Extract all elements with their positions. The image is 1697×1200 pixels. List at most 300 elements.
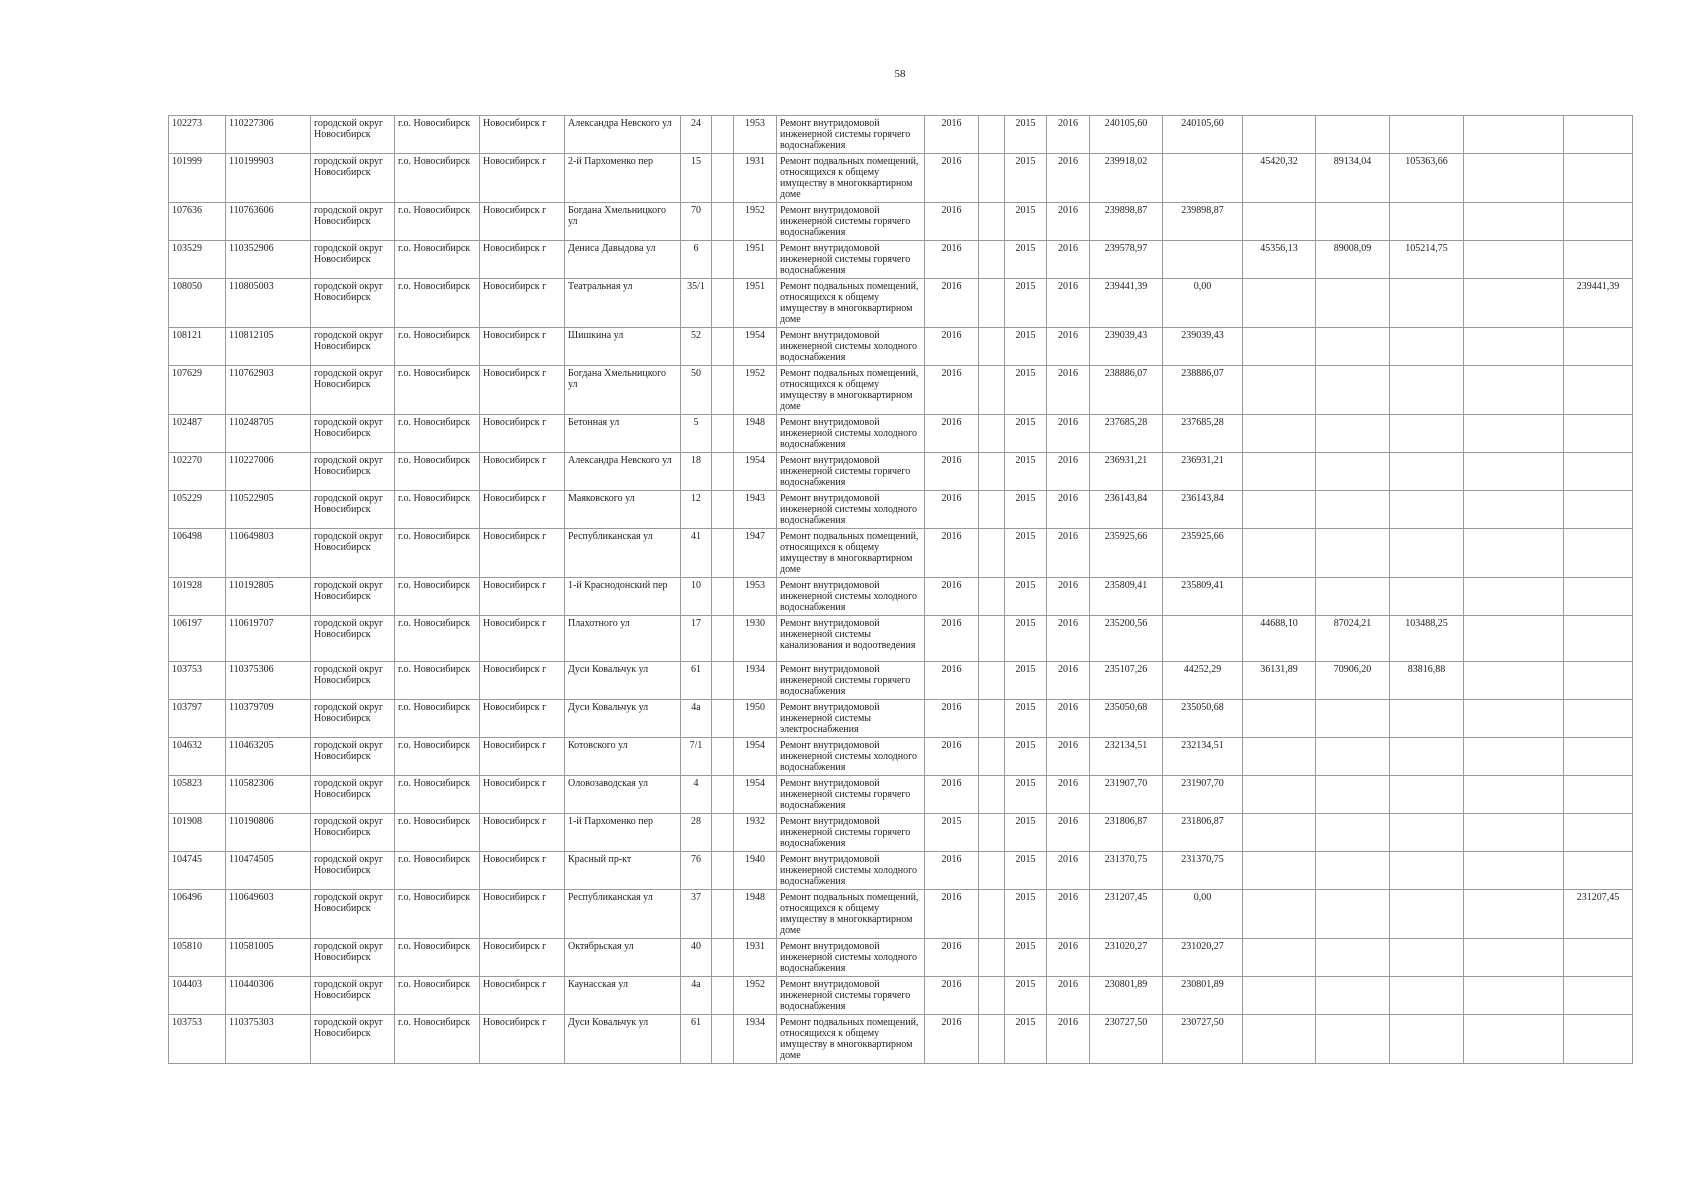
table-cell: 1948 [734,890,777,939]
table-cell: 2016 [925,578,979,616]
table-cell: городской округ Новосибирск [311,890,395,939]
table-cell [1316,776,1390,814]
table-cell: г.о. Новосибирск [395,415,480,453]
table-cell: Новосибирск г [480,890,565,939]
table-cell: 2015 [1005,814,1047,852]
table-cell [712,814,734,852]
table-cell: 2015 [1005,453,1047,491]
table-cell: Плахотного ул [565,616,681,662]
table-cell: 2015 [1005,491,1047,529]
table-cell: 2015 [1005,890,1047,939]
table-cell [1564,776,1633,814]
table-cell: 237685,28 [1163,415,1243,453]
table-cell: Бетонная ул [565,415,681,453]
table-cell: 110352906 [226,241,311,279]
table-cell: 2016 [1047,700,1090,738]
table-cell: 2016 [925,939,979,977]
table-cell: 2015 [1005,154,1047,203]
table-cell [1243,279,1316,328]
table-cell: 110227006 [226,453,311,491]
table-cell: Богдана Хмельницкого ул [565,366,681,415]
table-cell: Ремонт внутридомовой инженерной системы канализования и водоотведения [777,616,925,662]
table-cell: 110227306 [226,116,311,154]
table-cell: 102270 [169,453,226,491]
table-cell: Новосибирск г [480,241,565,279]
table-cell: Новосибирск г [480,203,565,241]
table-cell: 105229 [169,491,226,529]
table-cell: 239578,97 [1090,241,1163,279]
table-cell: 1931 [734,154,777,203]
table-cell: 2016 [925,328,979,366]
table-cell [1564,939,1633,977]
repair-program-table [168,115,1633,1064]
table-cell: 4а [681,700,712,738]
table-cell: Маяковского ул [565,491,681,529]
table-cell: 110763606 [226,203,311,241]
table-cell: Новосибирск г [480,415,565,453]
table-cell [1243,529,1316,578]
table-cell [1163,154,1243,203]
table-cell [1316,1015,1390,1064]
table-cell: 1954 [734,453,777,491]
table-cell: Ремонт внутридомовой инженерной системы холодного водоснабжения [777,578,925,616]
table-cell: 2015 [1005,241,1047,279]
table-cell: 239918,02 [1090,154,1163,203]
table-cell: 2016 [1047,814,1090,852]
table-cell [712,578,734,616]
table-cell: Новосибирск г [480,154,565,203]
table-cell: Новосибирск г [480,776,565,814]
table-cell [1464,415,1564,453]
table-cell: Новосибирск г [480,616,565,662]
table-cell: городской округ Новосибирск [311,852,395,890]
table-cell [712,939,734,977]
table-cell: 235925,66 [1090,529,1163,578]
table-cell: 2015 [1005,852,1047,890]
table-cell: 1943 [734,491,777,529]
table-cell: 1954 [734,328,777,366]
table-cell [712,491,734,529]
table-cell: Новосибирск г [480,578,565,616]
table-row [169,578,1633,616]
table-cell: 110805003 [226,279,311,328]
table-cell: 2016 [1047,116,1090,154]
table-cell [979,116,1005,154]
table-cell: 1-й Пархоменко пер [565,814,681,852]
table-cell: 239441,39 [1090,279,1163,328]
table-cell: 235050,68 [1163,700,1243,738]
table-cell [712,529,734,578]
table-cell: 2015 [1005,616,1047,662]
table-cell: г.о. Новосибирск [395,616,480,662]
table-cell: 2016 [925,453,979,491]
table-cell [712,977,734,1015]
table-cell: 231806,87 [1090,814,1163,852]
table-cell [979,852,1005,890]
table-cell [1464,814,1564,852]
table-cell: 108050 [169,279,226,328]
table-cell: 231207,45 [1564,890,1633,939]
table-cell: 2016 [1047,939,1090,977]
table-cell: Ремонт внутридомовой инженерной системы горячего водоснабжения [777,116,925,154]
table-cell: 2016 [925,366,979,415]
table-cell: 2015 [1005,529,1047,578]
table-cell [712,616,734,662]
table-cell [1390,776,1464,814]
table-cell [712,662,734,700]
table-cell: 2016 [925,116,979,154]
table-cell [1464,279,1564,328]
table-cell [712,415,734,453]
table-cell: 37 [681,890,712,939]
table-cell: 12 [681,491,712,529]
table-cell: 103529 [169,241,226,279]
table-cell: 239039,43 [1090,328,1163,366]
table-cell: 110474505 [226,852,311,890]
table-cell: 231907,70 [1163,776,1243,814]
table-row [169,616,1633,662]
table-cell: городской округ Новосибирск [311,738,395,776]
table-cell: 240105,60 [1163,116,1243,154]
table-cell: 87024,21 [1316,616,1390,662]
table-cell [979,491,1005,529]
table-cell [1564,154,1633,203]
table-cell [1564,616,1633,662]
table-cell [1564,491,1633,529]
table-cell: 1948 [734,415,777,453]
table-row [169,203,1633,241]
table-cell: Каунасская ул [565,977,681,1015]
table-cell: 2016 [925,279,979,328]
table-cell: 61 [681,662,712,700]
table-cell: 41 [681,529,712,578]
table-cell [1464,203,1564,241]
table-cell: Дуси Ковальчук ул [565,662,681,700]
table-cell: 1952 [734,366,777,415]
table-cell: г.о. Новосибирск [395,738,480,776]
table-cell: 110649803 [226,529,311,578]
table-cell [1564,203,1633,241]
table-cell: 236143,84 [1090,491,1163,529]
table-cell: 106496 [169,890,226,939]
table-cell [1464,738,1564,776]
table-cell [979,776,1005,814]
table-cell [1464,154,1564,203]
table-cell [979,529,1005,578]
table-cell: 103753 [169,1015,226,1064]
table-cell: г.о. Новосибирск [395,203,480,241]
table-cell: 2016 [1047,662,1090,700]
table-cell [1316,977,1390,1015]
table-cell: Дуси Ковальчук ул [565,700,681,738]
table-cell: 18 [681,453,712,491]
table-cell: 110248705 [226,415,311,453]
table-cell: 24 [681,116,712,154]
table-cell [979,738,1005,776]
table-cell: 89008,09 [1316,241,1390,279]
table-row [169,852,1633,890]
table-cell [1464,453,1564,491]
table-cell: городской округ Новосибирск [311,977,395,1015]
table-cell: 237685,28 [1090,415,1163,453]
table-cell [1390,852,1464,890]
table-cell [1564,529,1633,578]
table-cell: городской округ Новосибирск [311,491,395,529]
table-cell: 1953 [734,116,777,154]
table-cell: 102273 [169,116,226,154]
table-cell: 108121 [169,328,226,366]
table-cell: 28 [681,814,712,852]
table-cell: Ремонт внутридомовой инженерной системы горячего водоснабжения [777,453,925,491]
table-row [169,453,1633,491]
table-cell: Новосибирск г [480,939,565,977]
table-row [169,529,1633,578]
table-cell: 236931,21 [1163,453,1243,491]
table-cell: 2016 [1047,578,1090,616]
table-cell: Александра Невского ул [565,453,681,491]
table-row [169,738,1633,776]
table-cell: 110812105 [226,328,311,366]
table-cell: Ремонт внутридомовой инженерной системы холодного водоснабжения [777,328,925,366]
table-cell [979,241,1005,279]
table-cell: 105810 [169,939,226,977]
table-cell: 231370,75 [1090,852,1163,890]
table-cell [1316,415,1390,453]
table-row [169,1015,1633,1064]
table-cell: Ремонт внутридомовой инженерной системы холодного водоснабжения [777,738,925,776]
table-cell: 70906,20 [1316,662,1390,700]
table-row [169,366,1633,415]
table-cell [1243,1015,1316,1064]
table-cell: 2015 [1005,700,1047,738]
table-cell [1390,203,1464,241]
table-row [169,662,1633,700]
table-cell [1243,977,1316,1015]
table-cell [1163,241,1243,279]
table-cell: 235050,68 [1090,700,1163,738]
table-cell [979,415,1005,453]
table-cell [1564,453,1633,491]
table-cell: 239898,87 [1163,203,1243,241]
table-cell: городской округ Новосибирск [311,154,395,203]
table-cell: 235107,26 [1090,662,1163,700]
table-cell: 2015 [1005,939,1047,977]
table-body [169,116,1633,1064]
table-cell: 44688,10 [1243,616,1316,662]
table-cell: Ремонт подвальных помещений, относящихся к общему имуществу в многоквартирном доме [777,154,925,203]
table-cell: 2016 [1047,328,1090,366]
table-cell: г.о. Новосибирск [395,939,480,977]
table-cell [1316,203,1390,241]
table-cell [1316,852,1390,890]
table-cell: г.о. Новосибирск [395,578,480,616]
table-cell [1316,453,1390,491]
table-cell: Новосибирск г [480,662,565,700]
table-cell: 2016 [1047,776,1090,814]
table-cell: городской округ Новосибирск [311,453,395,491]
table-cell: 231806,87 [1163,814,1243,852]
table-cell [1564,241,1633,279]
table-cell: 1932 [734,814,777,852]
table-cell: 2015 [925,814,979,852]
table-cell [1243,453,1316,491]
table-cell [1316,814,1390,852]
table-cell: 110379709 [226,700,311,738]
table-cell [1390,939,1464,977]
table-cell: 44252,29 [1163,662,1243,700]
table-cell: 238886,07 [1163,366,1243,415]
table-row [169,776,1633,814]
table-cell: 110192805 [226,578,311,616]
table-cell [1464,977,1564,1015]
table-cell: городской округ Новосибирск [311,616,395,662]
table-cell [979,1015,1005,1064]
table-cell: 1940 [734,852,777,890]
table-cell: Ремонт подвальных помещений, относящихся к общему имуществу в многоквартирном доме [777,890,925,939]
table-cell: 89134,04 [1316,154,1390,203]
table-cell: 2016 [925,977,979,1015]
table-cell: Новосибирск г [480,700,565,738]
table-cell: 2015 [1005,116,1047,154]
table-cell: Ремонт внутридомовой инженерной системы горячего водоснабжения [777,977,925,1015]
table-cell: 101928 [169,578,226,616]
table-cell: 2015 [1005,662,1047,700]
table-cell: 231370,75 [1163,852,1243,890]
table-cell: Октябрьская ул [565,939,681,977]
table-cell [1390,453,1464,491]
table-cell: 2016 [1047,279,1090,328]
table-cell: 103797 [169,700,226,738]
table-cell: 110463205 [226,738,311,776]
table-cell: 1930 [734,616,777,662]
table-cell [1243,491,1316,529]
table-cell [1564,738,1633,776]
table-cell: городской округ Новосибирск [311,776,395,814]
table-cell [1390,328,1464,366]
table-cell [979,279,1005,328]
table-cell [1464,700,1564,738]
table-cell: Ремонт внутридомовой инженерной системы холодного водоснабжения [777,415,925,453]
table-cell: 2016 [925,1015,979,1064]
table-cell [1243,814,1316,852]
table-cell: 102487 [169,415,226,453]
table-cell [1464,241,1564,279]
table-cell [1390,738,1464,776]
table-cell: 50 [681,366,712,415]
table-cell: Новосибирск г [480,453,565,491]
table-cell: 2016 [1047,491,1090,529]
table-cell: 1954 [734,738,777,776]
table-cell: 235809,41 [1163,578,1243,616]
table-cell: 232134,51 [1090,738,1163,776]
table-cell: г.о. Новосибирск [395,662,480,700]
table-cell: 15 [681,154,712,203]
table-cell: городской округ Новосибирск [311,662,395,700]
table-cell: г.о. Новосибирск [395,814,480,852]
table-cell [1243,328,1316,366]
table-cell: 2016 [925,154,979,203]
table-cell [1390,116,1464,154]
table-cell: 4 [681,776,712,814]
table-cell: 231020,27 [1090,939,1163,977]
table-cell: 45420,32 [1243,154,1316,203]
table-cell [1243,776,1316,814]
table-cell: 2015 [1005,366,1047,415]
table-cell: 2015 [1005,738,1047,776]
table-cell [1464,116,1564,154]
table-cell: Ремонт подвальных помещений, относящихся к общему имуществу в многоквартирном доме [777,279,925,328]
table-cell: Новосибирск г [480,328,565,366]
table-cell [712,241,734,279]
table-cell: Котовского ул [565,738,681,776]
table-cell [979,453,1005,491]
table-cell: 235925,66 [1163,529,1243,578]
table-cell [1243,738,1316,776]
table-cell: 110581005 [226,939,311,977]
table-cell: Новосибирск г [480,977,565,1015]
table-cell: 2016 [1047,366,1090,415]
table-cell [1390,279,1464,328]
table-cell: 101908 [169,814,226,852]
table-cell [1564,1015,1633,1064]
table-cell [1316,491,1390,529]
table-cell: Дуси Ковальчук ул [565,1015,681,1064]
table-cell [1564,116,1633,154]
table-cell: 5 [681,415,712,453]
table-cell: 7/1 [681,738,712,776]
table-cell: Республиканская ул [565,890,681,939]
table-cell: 1934 [734,1015,777,1064]
table-cell: 2016 [1047,453,1090,491]
table-cell: г.о. Новосибирск [395,453,480,491]
table-cell: 2016 [1047,977,1090,1015]
table-cell: 2015 [1005,415,1047,453]
table-cell: 1954 [734,776,777,814]
table-cell [1564,977,1633,1015]
table-cell [979,328,1005,366]
table-cell [1464,328,1564,366]
table-cell: 36131,89 [1243,662,1316,700]
table-cell: 110619707 [226,616,311,662]
table-cell: 2016 [925,776,979,814]
table-cell: Новосибирск г [480,529,565,578]
table-cell: 2016 [925,491,979,529]
table-cell [1564,366,1633,415]
table-cell: г.о. Новосибирск [395,776,480,814]
table-row [169,890,1633,939]
table-cell: 2016 [925,529,979,578]
table-cell: Новосибирск г [480,852,565,890]
table-cell: 110440306 [226,977,311,1015]
table-cell: г.о. Новосибирск [395,366,480,415]
table-cell: г.о. Новосибирск [395,154,480,203]
table-cell: 2016 [1047,241,1090,279]
table-cell [979,662,1005,700]
table-cell: Ремонт внутридомовой инженерной системы холодного водоснабжения [777,939,925,977]
table-cell [979,814,1005,852]
table-cell: 2016 [1047,415,1090,453]
table-cell: городской округ Новосибирск [311,203,395,241]
table-cell: г.о. Новосибирск [395,890,480,939]
table-row [169,279,1633,328]
table-cell [1390,890,1464,939]
table-cell: 2016 [925,852,979,890]
table-cell: 230727,50 [1090,1015,1163,1064]
table-cell: Ремонт внутридомовой инженерной системы горячего водоснабжения [777,662,925,700]
table-cell: 2015 [1005,776,1047,814]
table-cell [1464,939,1564,977]
table-cell: 103488,25 [1390,616,1464,662]
